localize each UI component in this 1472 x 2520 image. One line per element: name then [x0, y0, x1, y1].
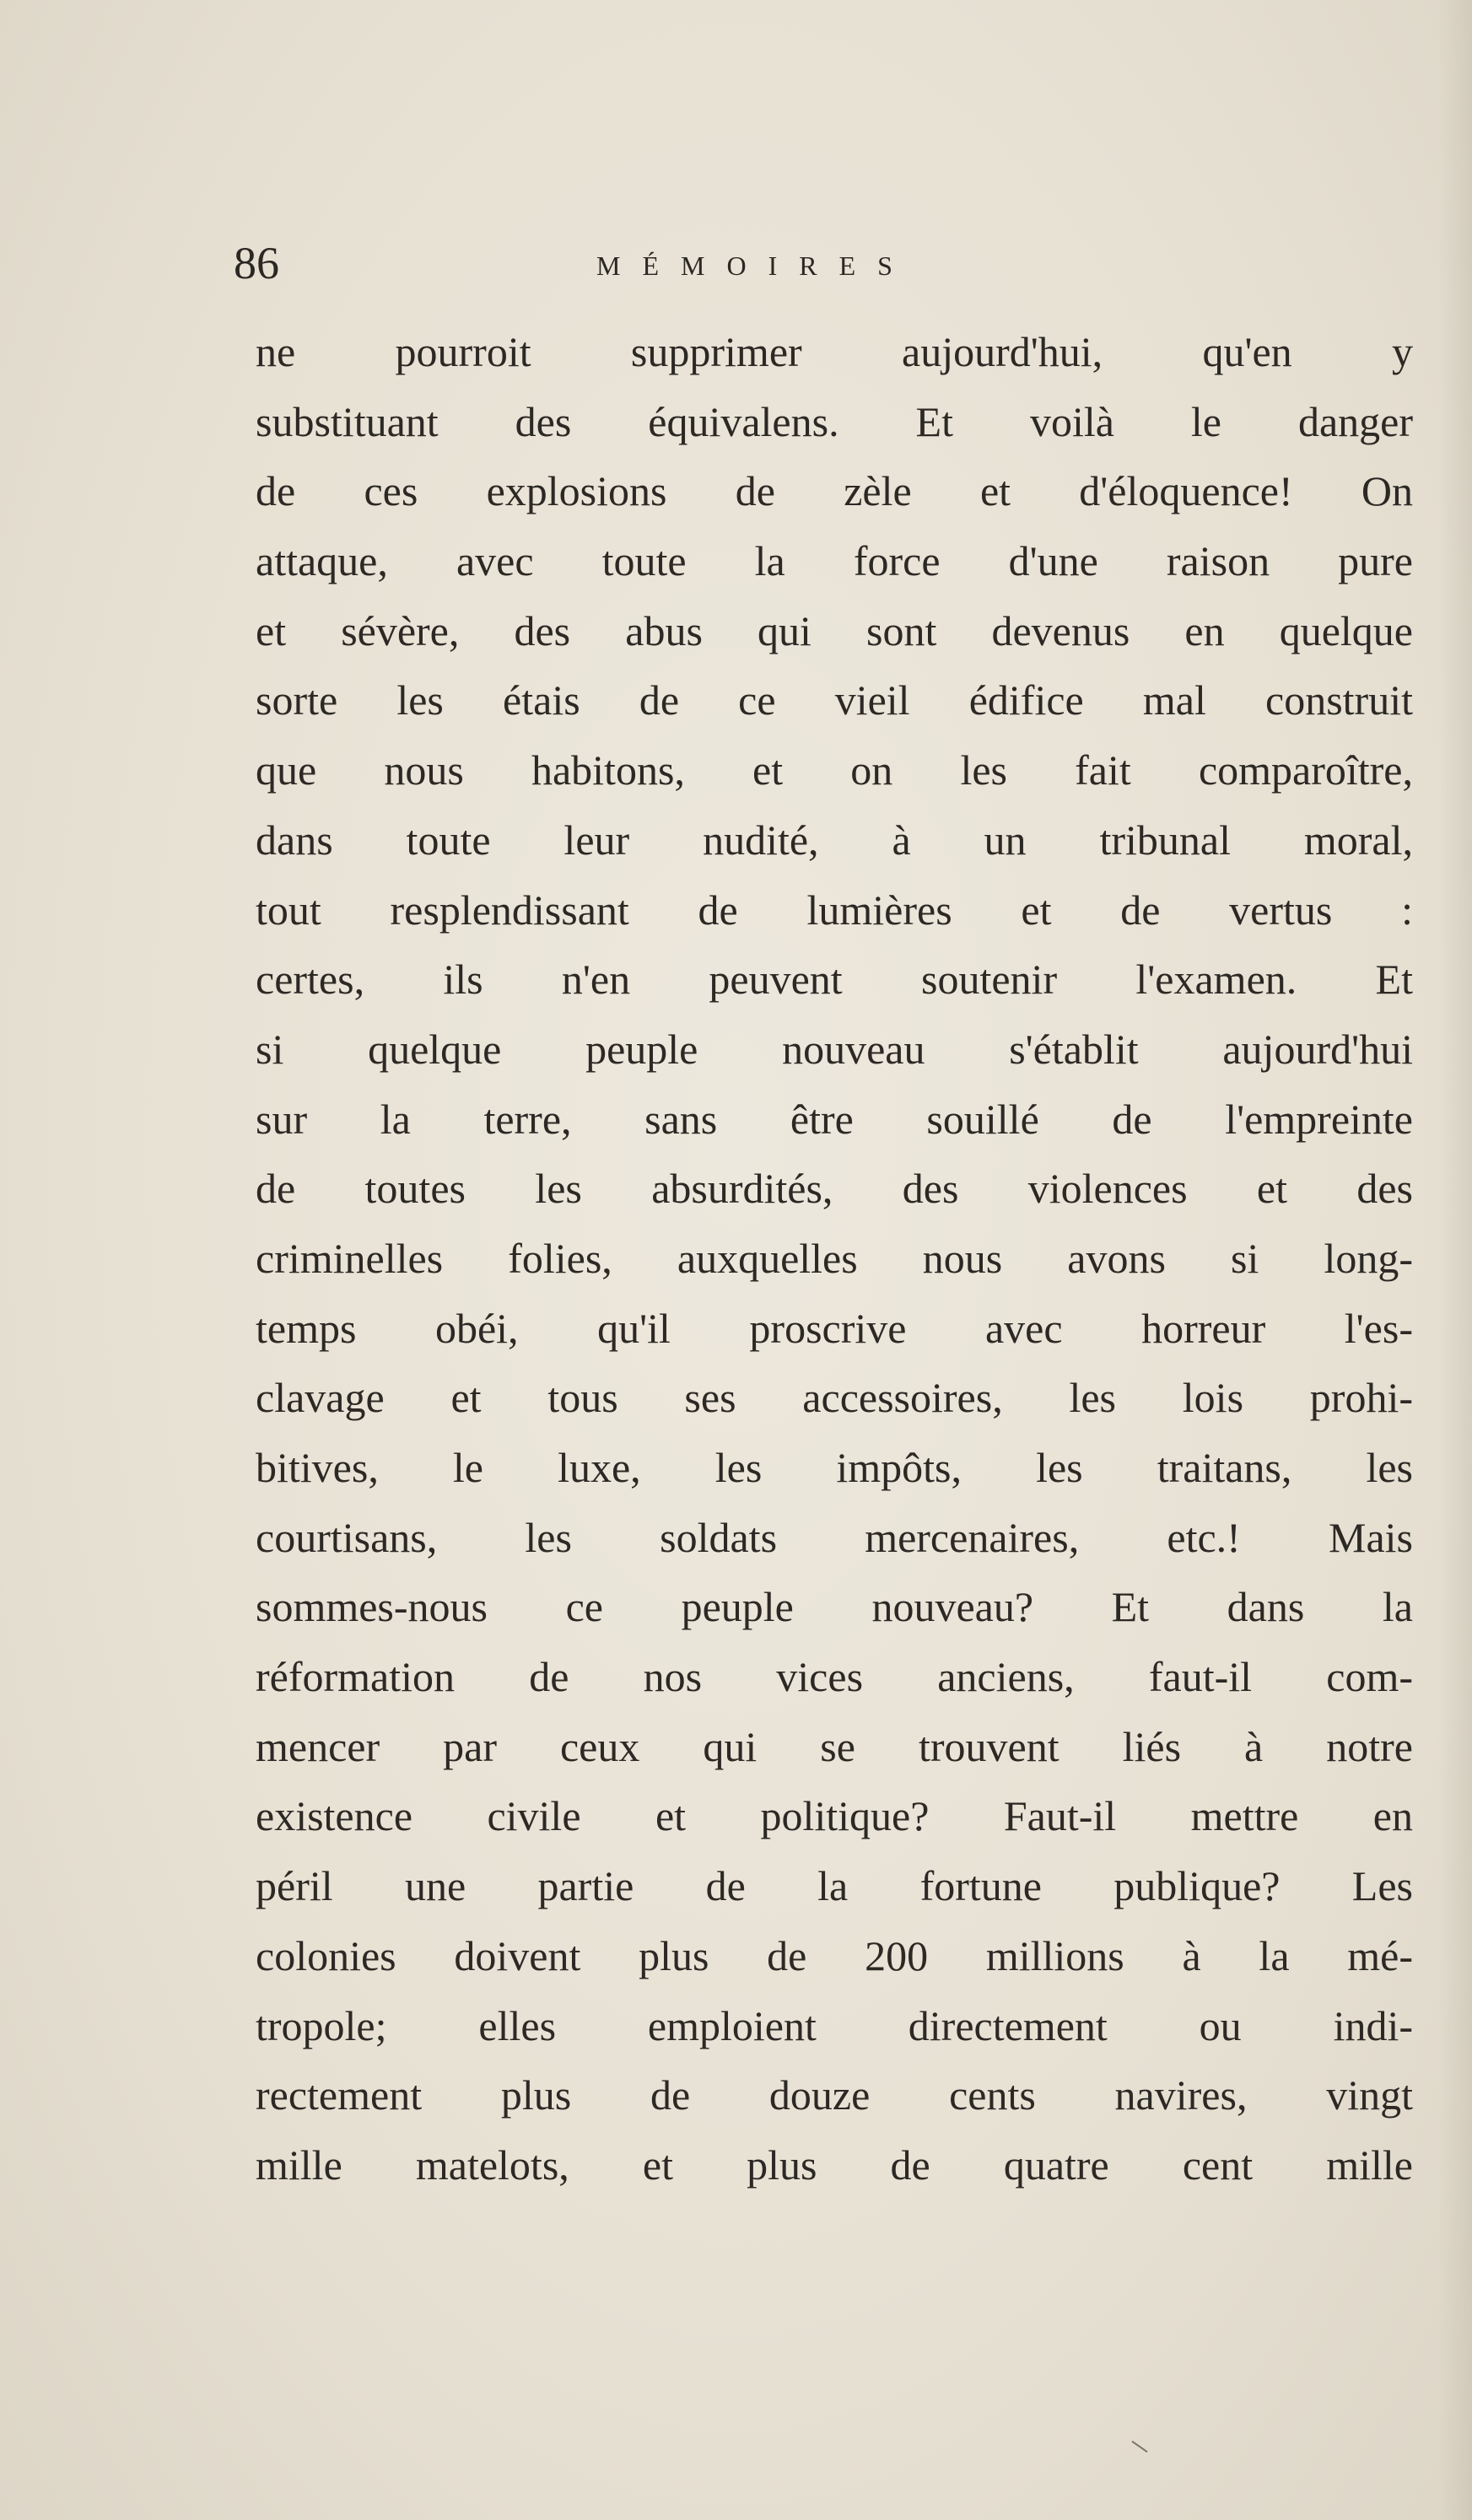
text-line: ne pourroit supprimer aujourd'hui, qu'en y	[256, 328, 1413, 375]
page-edge-shadow	[1438, 0, 1472, 2520]
text-line: sommes-nous ce peuple nouveau? Et dans la	[256, 1583, 1413, 1631]
text-line: si quelque peuple nouveau s'établit aujourd'hui	[256, 1025, 1413, 1073]
text-line: courtisans, les soldats mercenaires, etc.! Mais	[256, 1513, 1413, 1561]
text-line: et sévère, des abus qui sont devenus en quelque	[256, 606, 1413, 654]
ink-mark	[1131, 2441, 1147, 2453]
text-line: temps obéi, qu'il proscrive avec horreur l'es-	[256, 1304, 1413, 1352]
text-line: sur la terre, sans être souillé de l'empreinte	[256, 1095, 1413, 1143]
text-line: existence civile et politique? Faut-il mettre en	[256, 1792, 1413, 1840]
text-line: sorte les étais de ce vieil édifice mal construit	[256, 676, 1413, 724]
running-head: MÉMOIRES	[596, 250, 914, 281]
text-line: réformation de nos vices anciens, faut-il com-	[256, 1653, 1413, 1701]
text-line: bitives, le luxe, les impôts, les traitans, les	[256, 1444, 1413, 1491]
text-line: rectement plus de douze cents navires, vingt	[256, 2071, 1413, 2119]
text-line: mencer par ceux qui se trouvent liés à notre	[256, 1722, 1413, 1770]
text-line: de ces explosions de zèle et d'éloquence! On	[256, 467, 1413, 515]
text-line: substituant des équivalens. Et voilà le danger	[256, 397, 1413, 445]
text-line: criminelles folies, auxquelles nous avons si long-	[256, 1234, 1413, 1282]
text-line: que nous habitons, et on les fait comparoître,	[256, 746, 1413, 794]
text-line: péril une partie de la fortune publique? Les	[256, 1862, 1413, 1910]
text-line: attaque, avec toute la force d'une raison pure	[256, 537, 1413, 585]
text-line: colonies doivent plus de 200 millions à la mé-	[256, 1931, 1413, 1979]
text-line: mille matelots, et plus de quatre cent mille	[256, 2140, 1413, 2189]
text-line: tout resplendissant de lumières et de vertus :	[256, 886, 1413, 934]
text-line: tropole; elles emploient directement ou indi-	[256, 2001, 1413, 2049]
text-line: certes, ils n'en peuvent soutenir l'examen. Et	[256, 956, 1413, 1004]
page-header	[234, 229, 1415, 297]
text-line: de toutes les absurdités, des violences et des	[256, 1165, 1413, 1213]
body-text	[256, 317, 1413, 2200]
text-line: dans toute leur nudité, à un tribunal moral,	[256, 816, 1413, 864]
text-line: clavage et tous ses accessoires, les lois prohi-	[256, 1374, 1413, 1422]
page-number: 86	[234, 238, 279, 288]
